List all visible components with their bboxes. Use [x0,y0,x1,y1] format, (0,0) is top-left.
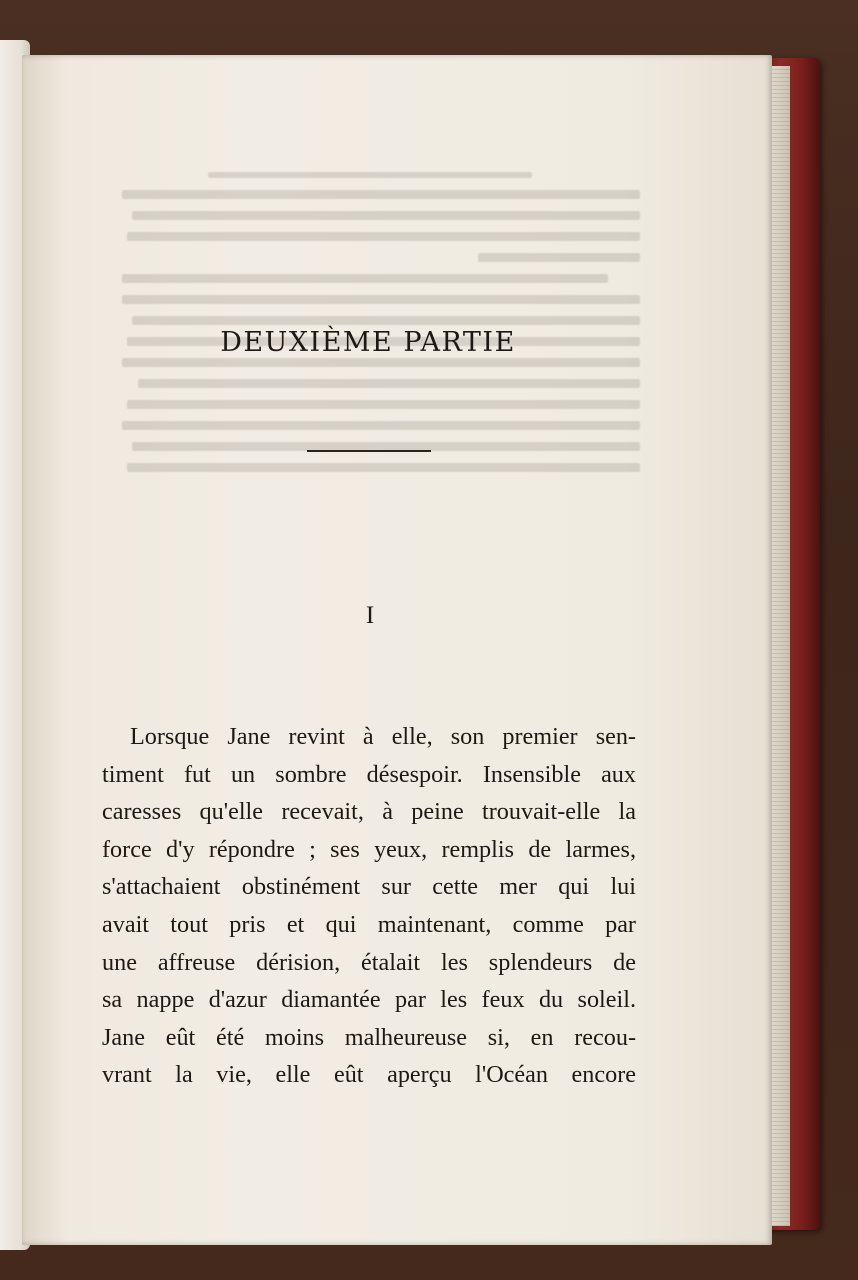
body-line: avait tout pris et qui maintenant, comme par [102,910,636,938]
body-line: sa nappe d'azur diamantée par les feux du soleil. [102,986,636,1014]
body-line: Lorsque Jane revint à elle, son premier sen- [130,723,636,750]
section-title [0,327,858,358]
body-line: caresses qu'elle recevait, à peine trouvait-elle la [102,798,636,826]
body-line: timent fut un sombre désespoir. Insensible aux [102,760,636,788]
body-paragraph [102,718,636,1094]
body-line: force d'y répondre ; ses yeux, remplis de larmes, [102,835,636,863]
body-line: vrant la vie, elle eût aperçu l'Océan encore [102,1061,636,1089]
chapter-number: I [365,602,375,629]
body-line: Jane eût été moins malheureuse si, en recou- [102,1023,636,1051]
body-line: une affreuse dérision, étalait les splendeurs de [102,948,636,976]
title-divider [307,450,431,452]
body-line: s'attachaient obstinément sur cette mer qui lui [102,873,636,901]
section-title-text: DEUXIÈME PARTIE [220,327,516,358]
